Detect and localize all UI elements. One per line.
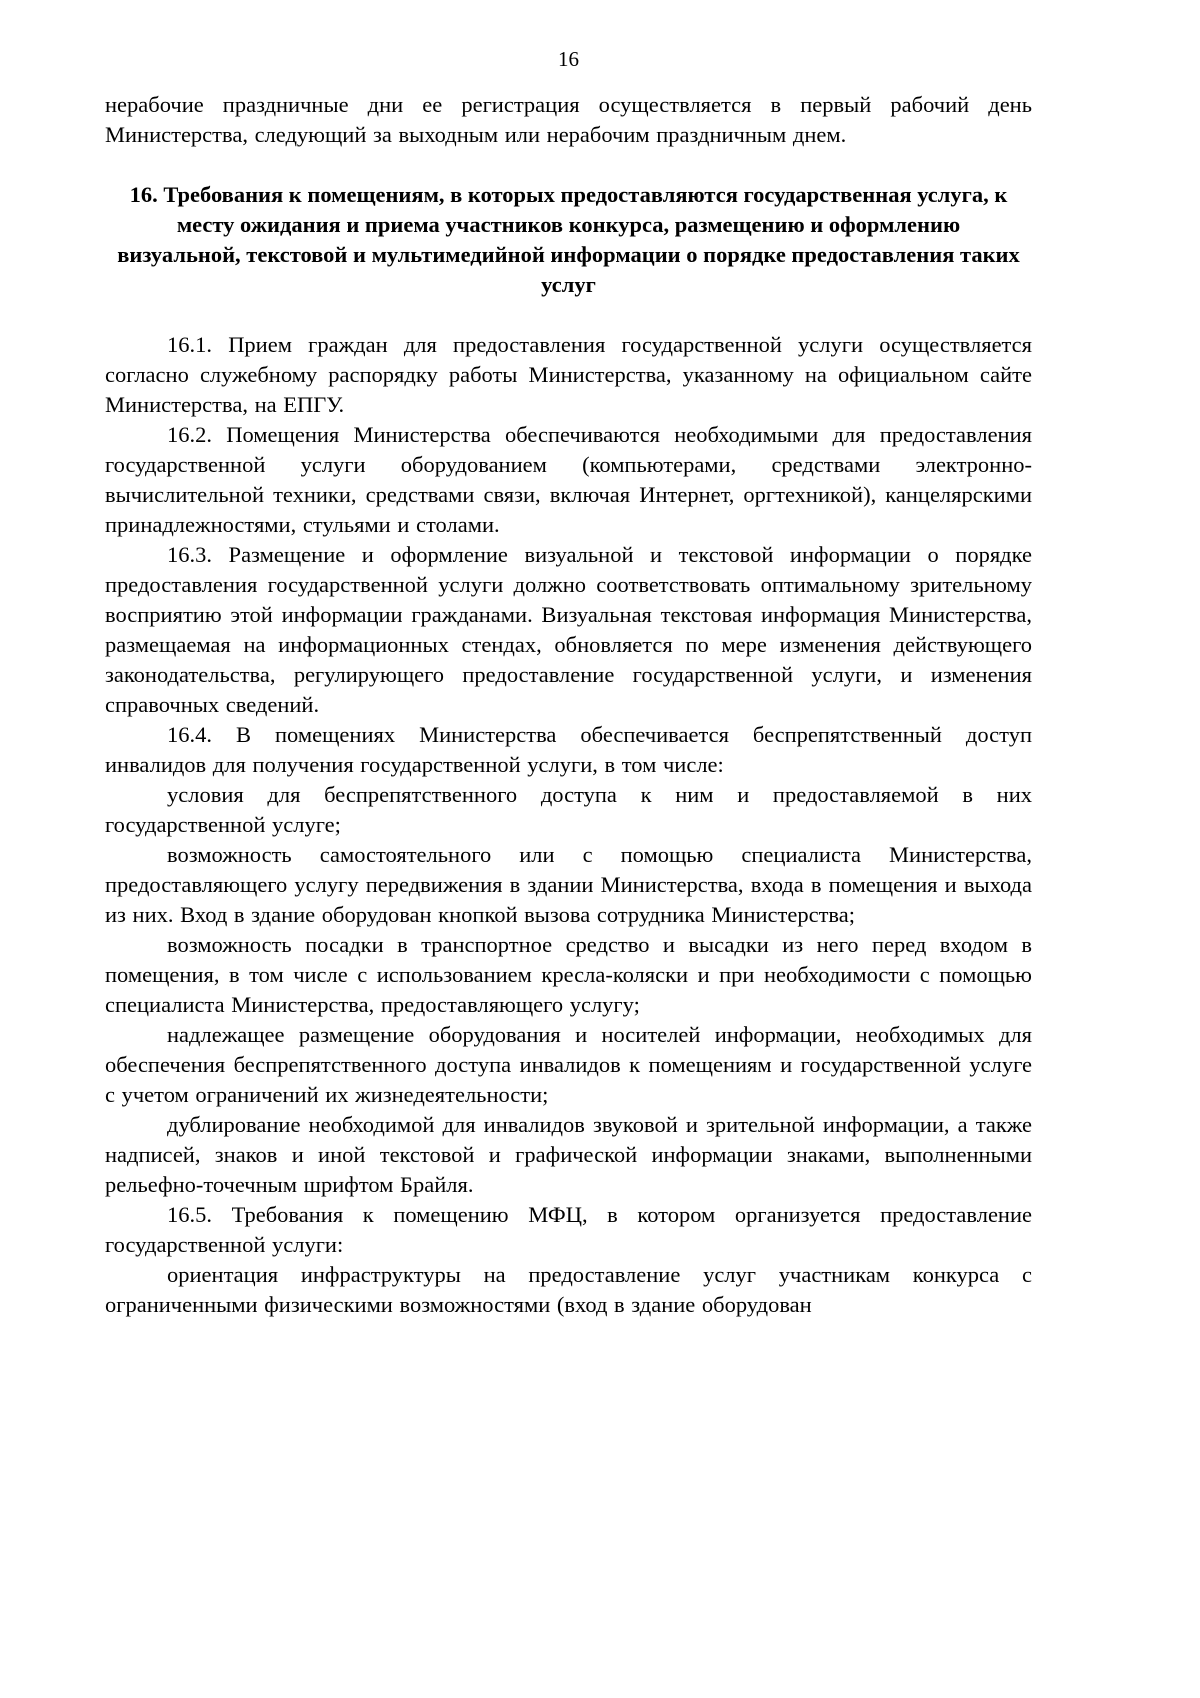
document-body — [105, 90, 1032, 1320]
paragraph: 16.3. Размещение и оформление визуальной и текстовой информации о порядке предоставления государственной услуги должно соответствовать оптимальному зрительному восприятию этой информации гражданами. Визуальная текстовая информация Министерства, размещаемая на информационных стендах, обновляется по мере изменения действующего законодательства, регулирующего предоставление государственной услуги, и изменения справочных сведений. — [105, 542, 1032, 717]
paragraph: возможность посадки в транспортное средство и высадки из него перед входом в помещения, в том числе с использованием кресла-коляски и при необходимости с помощью специалиста Министерства, предоставляющего услугу; — [105, 932, 1032, 1017]
paragraph-container — [105, 330, 1032, 1320]
paragraph: надлежащее размещение оборудования и носителей информации, необходимых для обеспечения беспрепятственного доступа инвалидов к помещениям и государственной услуге с учетом ограничений их жизнедеятельности; — [105, 1022, 1032, 1107]
paragraph: 16.2. Помещения Министерства обеспечиваются необходимыми для предоставления государственной услуги оборудованием (компьютерами, средствами электронно-вычислительной техники, средствами связи, включая Интернет, оргтехникой), канцелярскими принадлежностями, стульями и столами. — [105, 422, 1032, 537]
paragraph: 16.1. Прием граждан для предоставления государственной услуги осуществляется согласно служебному распорядку работы Министерства, указанному на официальном сайте Министерства, на ЕПГУ. — [105, 332, 1032, 417]
paragraph: ориентация инфраструктуры на предоставление услуг участникам конкурса с ограниченными физическими возможностями (вход в здание оборудован — [105, 1262, 1032, 1317]
lead-paragraph: нерабочие праздничные дни ее регистрация осуществляется в первый рабочий день Министерства, следующий за выходным или нерабочим праздничным днем. — [105, 92, 1032, 147]
paragraph: условия для беспрепятственного доступа к ним и предоставляемой в них государственной услуге; — [105, 782, 1032, 837]
paragraph: возможность самостоятельного или с помощью специалиста Министерства, предоставляющего услугу передвижения в здании Министерства, входа в помещения и выхода из них. Вход в здание оборудован кнопкой вызова сотрудника Министерства; — [105, 842, 1032, 927]
section-heading: 16. Требования к помещениям, в которых предоставляются государственная услуга, к месту ожидания и приема участников конкурса, размещению и оформлению визуальной, текстовой и мультимедийной информации о порядке предоставления таких услуг — [117, 182, 1020, 297]
paragraph: 16.4. В помещениях Министерства обеспечивается беспрепятственный доступ инвалидов для получения государственной услуги, в том числе: — [105, 722, 1032, 777]
page-number: 16 — [558, 47, 579, 71]
paragraph: 16.5. Требования к помещению МФЦ, в котором организуется предоставление государственной услуги: — [105, 1202, 1032, 1257]
paragraph: дублирование необходимой для инвалидов звуковой и зрительной информации, а также надписей, знаков и иной текстовой и графической информации знаками, выполненными рельефно-точечным шрифтом Брайля. — [105, 1112, 1032, 1197]
